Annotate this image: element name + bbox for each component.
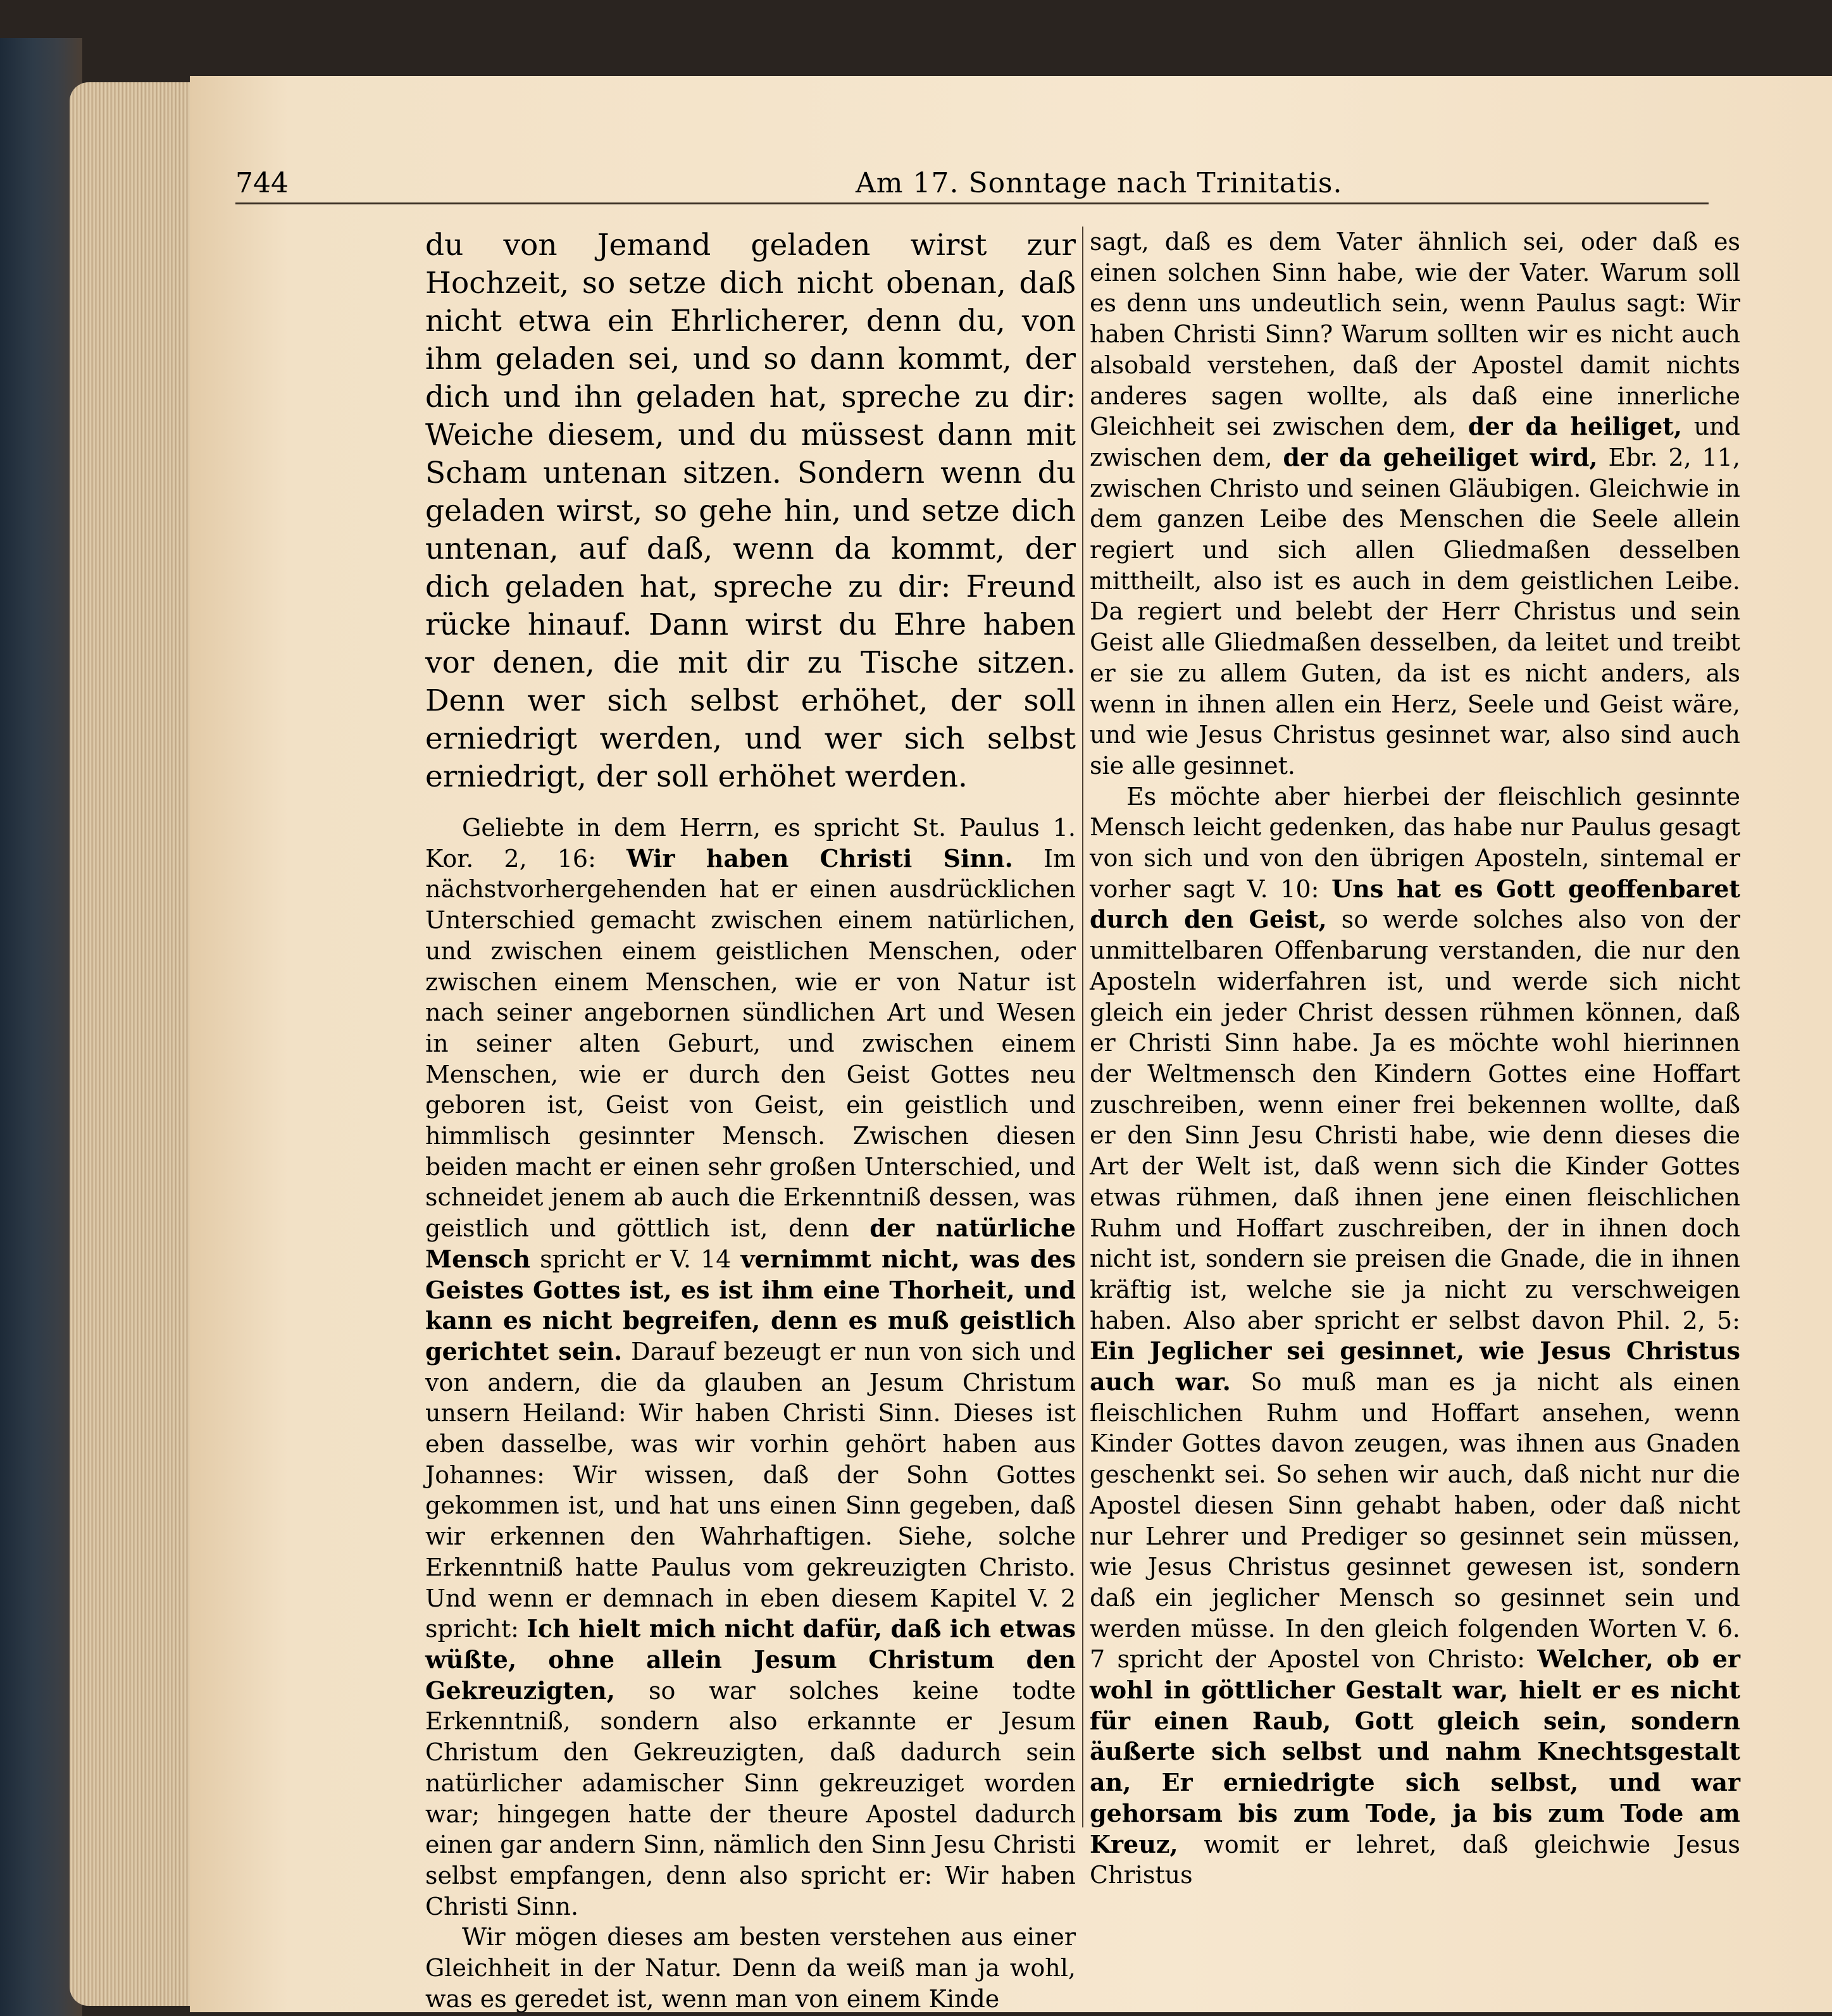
bold-quote: Ein Jeglicher sei gesinnet, wie Jesus Christus auch war. <box>1090 1336 1740 1397</box>
text-run: Es möchte aber hierbei der fleischlich gesinnte Mensch leicht gedenken, das habe nur Paulus gesagt von sich und von den übrigen Aposteln, sintemal er vorher sagt V. 10: <box>1090 782 1740 903</box>
sermon-paragraph-1 <box>425 812 1076 1922</box>
text-run: So muß man es ja nicht als einen fleischlichen Ruhm und Hoffart ansehen, wenn Kinder Gottes davon zeugen, was ihnen aus Gnaden geschenkt sei. So sehen wir auch, daß nicht nur die Apostel diesen Sinn gehabt haben, oder daß nicht nur Lehrer und Prediger so gesinnet sein müssen, wie Jesus Christus gesinnet gewesen ist, sondern daß ein jeglicher Mensch so gesinnet sein und werden müsse. In den gleich folgenden Worten V. 6. 7 spricht der Apostel von Christo: <box>1090 1368 1741 1674</box>
bold-quote: der da geheiliget wird, <box>1283 442 1598 471</box>
text-run: womit er lehret, daß gleichwie Jesus Christus <box>1090 1830 1740 1889</box>
right-column <box>1090 227 1740 1891</box>
bold-quote: vernimmt nicht, was des Geistes Gottes ist, es ist ihm eine Thorheit, und kann es nicht begreifen, denn es muß geistlich gerichtet sein. <box>425 1244 1076 1366</box>
sermon-paragraph-2-continued <box>1090 227 1740 781</box>
bold-quote: Wir haben Christi Sinn. <box>626 843 1013 873</box>
left-column <box>425 227 1076 2014</box>
page-number: 744 <box>235 167 289 199</box>
text-run: und zwischen dem, <box>1090 413 1740 471</box>
sermon-paragraph-3 <box>1090 781 1740 1891</box>
column-divider <box>1082 227 1083 1827</box>
page-stack-edges <box>70 82 209 2006</box>
text-run: so war solches keine todte Erkenntniß, sondern also erkannte er Jesum Christum den Gekreuzigten, daß dadurch sein natürlicher adamischer Sinn gekreuziget worden war; hingegen hatte der theure Apostel dadurch einen gar andern Sinn, nämlich den Sinn Jesu Christi selbst empfangen, denn also spricht er: Wir haben Christi Sinn. <box>425 1676 1076 1920</box>
bold-quote: der da heiliget, <box>1467 412 1683 441</box>
text-run: Im nächstvorhergehenden hat er einen ausdrücklichen Unterschied gemacht zwischen einem natürlichen, und zwischen einem geistlichen Menschen, oder zwischen einem Menschen, wie er von Natur ist nach seiner angebornen sündlichen Art und Wesen in seiner alten Geburt, und zwischen einem Menschen, wie er durch den Geist Gottes neu geboren ist, Geist von Geist, ein geistlich und himmlisch gesinnter Mensch. Zwischen diesen beiden macht er einen sehr großen Unterschied, und schneidet jenem ab auch die Erkenntniß dessen, was geistlich und göttlich ist, denn <box>425 844 1076 1243</box>
sermon-paragraph-2: Wir mögen dieses am besten verstehen aus einer Gleichheit in der Natur. Denn da weiß man ja wohl, was es geredet ist, wenn man von einem Kinde <box>425 1923 1076 2013</box>
bold-quote: Ich hielt mich nicht dafür, daß ich etwas wüßte, ohne allein Jesum Christum den Gekreuzigten, <box>425 1614 1076 1705</box>
text-run: Ebr. 2, 11, zwischen Christo und seinen Gläubigen. Gleichwie in dem ganzen Leibe des Menschen die Seele allein regiert und sich allen Gliedmaßen desselben mittheilt, also ist es auch in dem geistlichen Leibe. Da regiert und belebt der Herr Christus und sein Geist alle Gliedmaßen desselben, da leitet und treibt er sie zu allem Guten, da ist es nicht anders, als wenn in ihnen allen ein Herz, Seele und Geist wäre, und wie Jesus Christus gesinnet war, also sind auch sie alle gesinnet. <box>1090 443 1740 780</box>
text-run: sagt, daß es dem Vater ähnlich sei, oder daß es einen solchen Sinn habe, wie der Vater. Warum soll es denn uns undeutlich sein, wenn Paulus sagt: Wir haben Christi Sinn? Warum sollten wir es nicht auch alsobald verstehen, daß der Apostel damit nichts anderes sagen wollte, als daß eine innerliche Gleichheit sei zwischen dem, <box>1090 228 1740 441</box>
text-run: Darauf bezeugt er nun von sich und von andern, die da glauben an Jesum Christum unsern Heiland: Wir haben Christi Sinn. Dieses ist eben dasselbe, was wir vorhin gehört haben aus Johannes: Wir wissen, daß der Sohn Gottes gekommen ist, und hat uns einen Sinn gegeben, daß wir erkennen den Wahrhaftigen. Siehe, solche Erkenntniß hatte Paulus vom gekreuzigten Christo. Und wenn er demnach in eben diesem Kapitel V. 2 spricht: <box>425 1337 1076 1643</box>
bold-quote: Uns hat es Gott geoffenbaret durch den Geist, <box>1090 874 1740 934</box>
text-run: Geliebte in dem Herrn, es spricht St. Paulus 1. Kor. 2, 16: <box>425 814 1076 873</box>
text-run: spricht er V. 14 <box>530 1245 741 1273</box>
running-title: Am 17. Sonntage nach Trinitatis. <box>856 167 1343 199</box>
page-header <box>235 165 1709 204</box>
bold-quote: Welcher, ob er wohl in göttlicher Gestalt war, hielt er es nicht für einen Raub, Gott gleich sein, sondern äußerte sich selbst und nahm Knechtsgestalt an, Er erniedrigte sich selbst, und war gehorsam bis zum Tode, ja bis zum Tode am Kreuz, <box>1090 1645 1740 1858</box>
gospel-excerpt: du von Jemand geladen wirst zur Hochzeit, so setze dich nicht obenan, daß nicht etwa ein Ehrlicherer, denn du, von ihm geladen sei, und so dann kommt, der dich und ihn geladen hat, spreche zu dir: Weiche diesem, und du müssest dann mit Scham untenan sitzen. Sondern wenn du geladen wirst, so gehe hin, und setze dich untenan, auf daß, wenn da kommt, der dich geladen hat, spreche zu dir: Freund rücke hinauf. Dann wirst du Ehre haben vor denen, die mit dir zu Tische sitzen. Denn wer sich selbst erhöhet, der soll erniedrigt werden, und wer sich selbst erniedrigt, der soll erhöhet werden. <box>425 228 1076 794</box>
text-run: so werde solches also von der unmittelbaren Offenbarung verstanden, die nur den Aposteln widerfahren ist, und werde sich nicht gleich ein jeder Christ dessen rühmen können, daß er Christi Sinn habe. Ja es möchte wohl hierinnen der Weltmensch den Kindern Gottes eine Hoffart zuschreiben, wenn einer frei bekennen wollte, daß er den Sinn Jesu Christi habe, wie denn dieses die Art der Welt ist, daß wenn sich die Kinder Gottes etwas rühmen, daß ihnen jene einen fleischlichen Ruhm und Hoffart zuschreiben, der in ihnen doch nicht ist, sondern sie preisen die Gnade, die in ihnen kräftig ist, welche sie ja nicht zu verschweigen haben. Also aber spricht er selbst davon Phil. 2, 5: <box>1090 905 1740 1335</box>
bold-quote: der natürliche Mensch <box>425 1214 1076 1273</box>
